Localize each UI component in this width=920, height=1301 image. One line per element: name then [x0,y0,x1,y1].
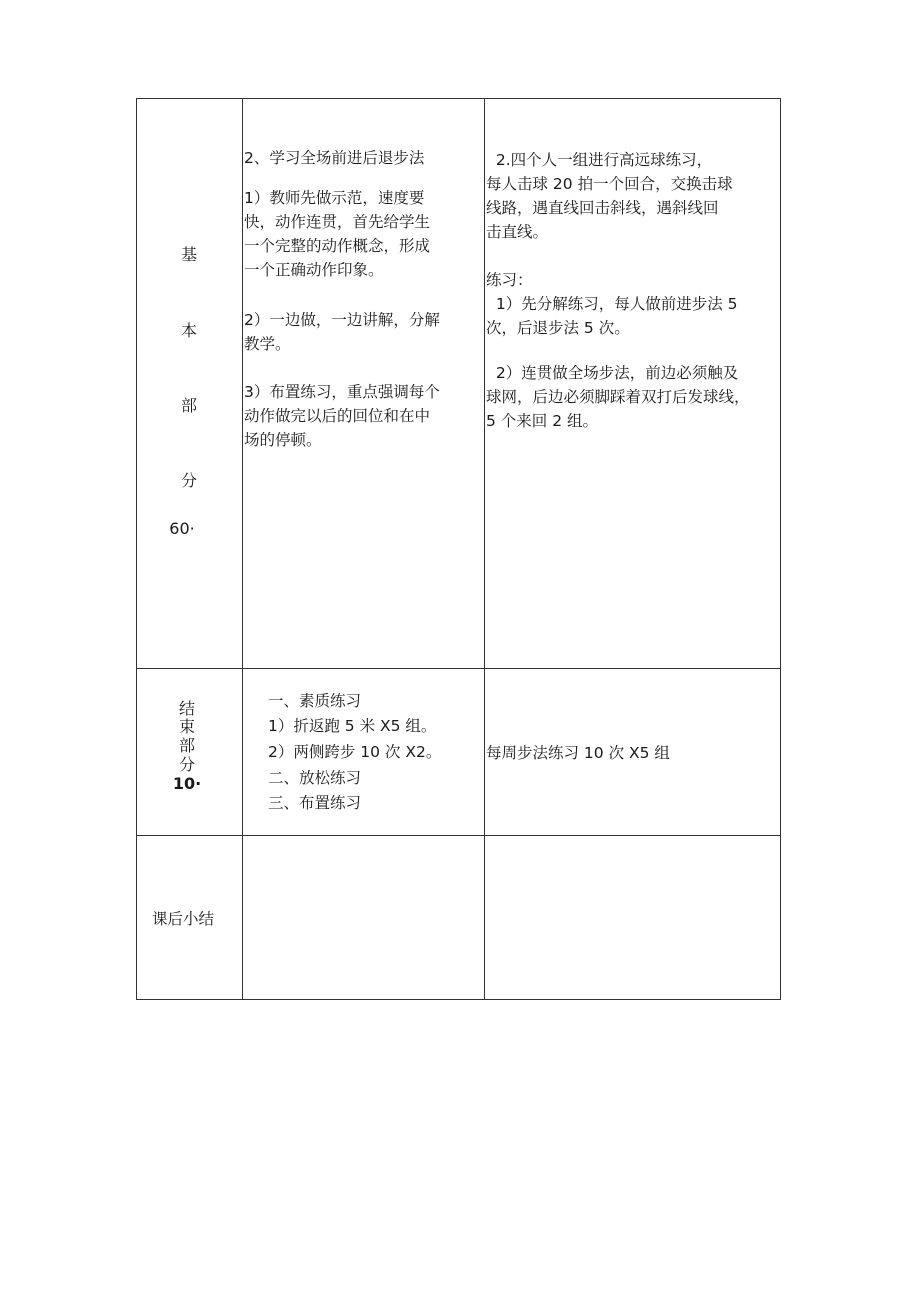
ending-right-text: 每周步法练习 10 次 X5 组 [486,744,670,762]
ending-label-char-4: 分 [178,755,195,774]
ending-middle-line-3: 2）两侧跨步 10 次 X2。 [268,743,442,761]
row-divider-1 [137,668,780,669]
ending-label-char-1: 结 [178,699,195,718]
basic-right-practice-label: 练习： [486,271,533,289]
basic-label-char-2: 本 [180,321,197,340]
basic-middle-item-3: 3）布置练习，重点强调每个 动作做完以后的回位和在中 场的停顿。 [244,383,440,449]
column-divider-1 [242,99,243,999]
basic-middle-item-1: 1）教师先做示范，速度要 快，动作连贯，首先给学生 一个完整的动作概念，形成 一个正确动作印象。 [244,189,431,279]
ending-label-char-2: 束 [178,717,195,736]
ending-middle-line-1: 一、素质练习 [268,692,362,710]
ending-middle-line-2: 1）折返跑 5 米 X5 组。 [268,717,437,735]
ending-label-time: 10· [172,774,202,793]
basic-label-char-3: 部 [180,396,197,415]
basic-right-item-2: 2）连贯做全场步法，前边必须触及 球网，后边必须脚踩着双打后发球线， 5 个来回 2 组。 [486,364,750,430]
column-divider-2 [484,99,485,999]
basic-label-char-4: 分 [180,471,197,490]
summary-label: 课后小结 [152,910,215,928]
basic-middle-heading: 2、学习全场前进后退步法 [244,149,425,167]
basic-right-item-1: 1）先分解练习，每人做前进步法 5 次，后退步法 5 次。 [486,295,738,337]
ending-middle-line-5: 三、布置练习 [268,794,362,812]
ending-label-char-3: 部 [178,736,195,755]
basic-label-time: 60· [169,519,195,538]
row-divider-2 [137,835,780,836]
basic-middle-item-2: 2）一边做，一边讲解，分解 教学。 [244,311,440,353]
ending-middle-line-4: 二、放松练习 [268,769,362,787]
basic-label-char-1: 基 [180,245,197,264]
basic-right-heading: 2.四个人一组进行高远球练习， 每人击球 20 拍一个回合，交换击球 线路，遇直线回击斜线，遇斜线回 击直线。 [486,151,733,241]
